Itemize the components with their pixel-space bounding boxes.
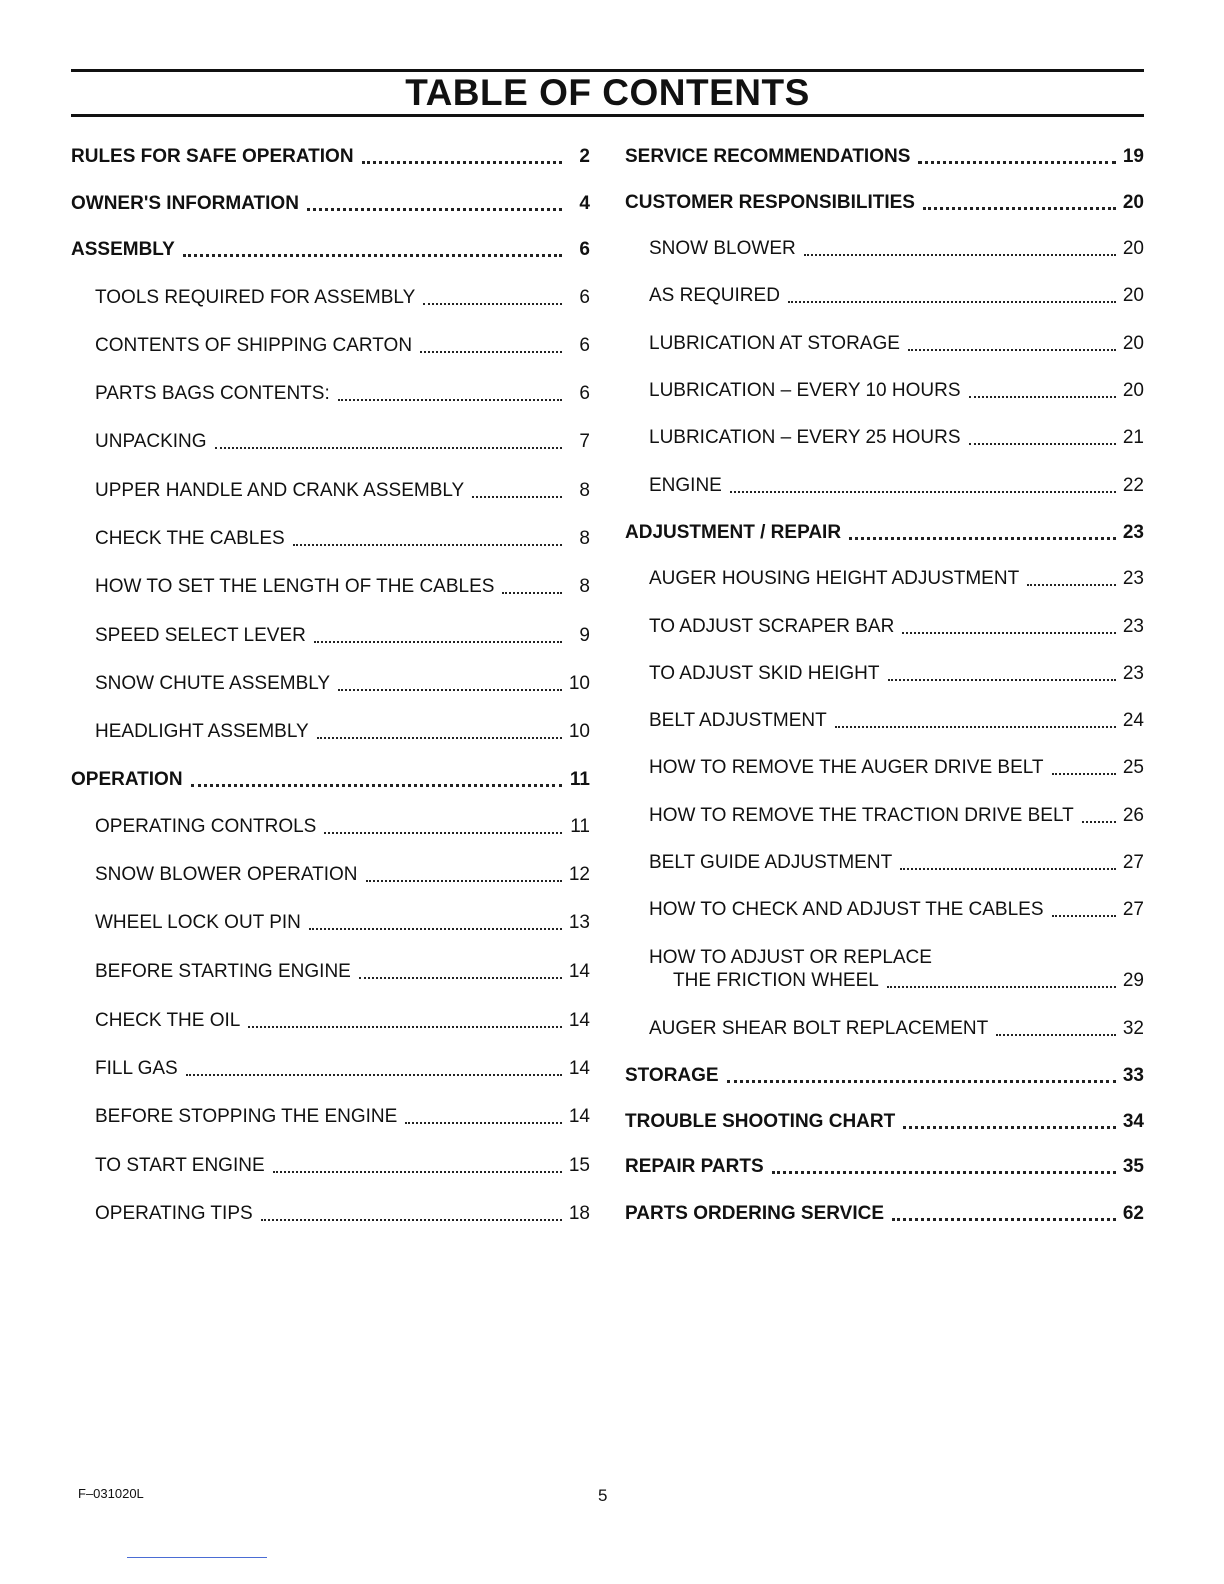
toc-entry-adjust-friction-wheel-line1: HOW TO ADJUST OR REPLACE xyxy=(649,947,932,968)
toc-entry-friction-wheel[interactable]: THE FRICTION WHEEL 29 xyxy=(673,970,1144,991)
toc-entry-operating-tips[interactable]: OPERATING TIPS 18 xyxy=(95,1203,590,1224)
toc-entry-belt-guide-adjustment[interactable]: BELT GUIDE ADJUSTMENT 27 xyxy=(649,852,1144,873)
toc-entry-lubrication-25-hours[interactable]: LUBRICATION – EVERY 25 HOURS 21 xyxy=(649,427,1144,448)
toc-entry-engine[interactable]: ENGINE 22 xyxy=(649,475,1144,496)
toc-entry-before-starting-engine[interactable]: BEFORE STARTING ENGINE 14 xyxy=(95,961,590,982)
toc-entry-to-start-engine[interactable]: TO START ENGINE 15 xyxy=(95,1155,590,1176)
toc-entry-assembly[interactable]: ASSEMBLY 6 xyxy=(71,239,590,260)
footer-divider xyxy=(127,1557,267,1558)
toc-entry-belt-adjustment[interactable]: BELT ADJUSTMENT 24 xyxy=(649,710,1144,731)
toc-entry-fill-gas[interactable]: FILL GAS 14 xyxy=(95,1058,590,1079)
toc-entry-as-required[interactable]: AS REQUIRED 20 xyxy=(649,285,1144,306)
toc-entry-trouble-shooting-chart[interactable]: TROUBLE SHOOTING CHART 34 xyxy=(625,1111,1144,1132)
toc-entry-contents-of-shipping-carton[interactable]: CONTENTS OF SHIPPING CARTON 6 xyxy=(95,335,590,356)
toc-entry-auger-shear-bolt[interactable]: AUGER SHEAR BOLT REPLACEMENT 32 xyxy=(649,1018,1144,1039)
toc-entry-lubrication-10-hours[interactable]: LUBRICATION – EVERY 10 HOURS 20 xyxy=(649,380,1144,401)
toc-entry-snow-blower-operation[interactable]: SNOW BLOWER OPERATION 12 xyxy=(95,864,590,885)
toc-entry-upper-handle-and-crank-assembly[interactable]: UPPER HANDLE AND CRANK ASSEMBLY 8 xyxy=(95,480,590,501)
toc-entry-snow-blower[interactable]: SNOW BLOWER 20 xyxy=(649,238,1144,259)
toc-entry-headlight-assembly[interactable]: HEADLIGHT ASSEMBLY 10 xyxy=(95,721,590,742)
toc-entry-rules-for-safe-operation[interactable]: RULES FOR SAFE OPERATION 2 xyxy=(71,146,590,167)
toc-entry-parts-ordering-service[interactable]: PARTS ORDERING SERVICE 62 xyxy=(625,1203,1144,1224)
toc-entry-before-stopping-engine[interactable]: BEFORE STOPPING THE ENGINE 14 xyxy=(95,1106,590,1127)
toc-entry-tools-required[interactable]: TOOLS REQUIRED FOR ASSEMBLY 6 xyxy=(95,287,590,308)
document-code: F–031020L xyxy=(78,1486,144,1501)
toc-entry-check-the-cables[interactable]: CHECK THE CABLES 8 xyxy=(95,528,590,549)
toc-entry-repair-parts[interactable]: REPAIR PARTS 35 xyxy=(625,1156,1144,1177)
page-title: TABLE OF CONTENTS xyxy=(405,72,810,113)
toc-entry-customer-responsibilities[interactable]: CUSTOMER RESPONSIBILITIES 20 xyxy=(625,192,1144,213)
toc-entry-owners-information[interactable]: OWNER'S INFORMATION 4 xyxy=(71,193,590,214)
toc-entry-speed-select-lever[interactable]: SPEED SELECT LEVER 9 xyxy=(95,625,590,646)
toc-entry-remove-auger-drive-belt[interactable]: HOW TO REMOVE THE AUGER DRIVE BELT 25 xyxy=(649,757,1144,778)
toc-entry-check-the-oil[interactable]: CHECK THE OIL 14 xyxy=(95,1010,590,1031)
toc-entry-snow-chute-assembly[interactable]: SNOW CHUTE ASSEMBLY 10 xyxy=(95,673,590,694)
title-rule-bottom xyxy=(71,114,1144,117)
toc-entry-operation[interactable]: OPERATION 11 xyxy=(71,769,590,790)
toc-entry-set-length-of-cables[interactable]: HOW TO SET THE LENGTH OF THE CABLES 8 xyxy=(95,576,590,597)
toc-entry-adjust-scraper-bar[interactable]: TO ADJUST SCRAPER BAR 23 xyxy=(649,616,1144,637)
toc-entry-adjust-skid-height[interactable]: TO ADJUST SKID HEIGHT 23 xyxy=(649,663,1144,684)
toc-entry-adjustment-repair[interactable]: ADJUSTMENT / REPAIR 23 xyxy=(625,522,1144,543)
toc-entry-wheel-lock-out-pin[interactable]: WHEEL LOCK OUT PIN 13 xyxy=(95,912,590,933)
toc-entry-check-and-adjust-cables[interactable]: HOW TO CHECK AND ADJUST THE CABLES 27 xyxy=(649,899,1144,920)
toc-entry-parts-bags-contents[interactable]: PARTS BAGS CONTENTS: 6 xyxy=(95,383,590,404)
toc-entry-lubrication-at-storage[interactable]: LUBRICATION AT STORAGE 20 xyxy=(649,333,1144,354)
page-number: 5 xyxy=(598,1486,608,1505)
toc-entry-storage[interactable]: STORAGE 33 xyxy=(625,1065,1144,1086)
toc-entry-service-recommendations[interactable]: SERVICE RECOMMENDATIONS 19 xyxy=(625,146,1144,167)
toc-entry-operating-controls[interactable]: OPERATING CONTROLS 11 xyxy=(95,816,590,837)
toc-entry-auger-housing-height[interactable]: AUGER HOUSING HEIGHT ADJUSTMENT 23 xyxy=(649,568,1144,589)
toc-entry-remove-traction-drive-belt[interactable]: HOW TO REMOVE THE TRACTION DRIVE BELT 26 xyxy=(649,805,1144,826)
toc-entry-unpacking[interactable]: UNPACKING 7 xyxy=(95,431,590,452)
